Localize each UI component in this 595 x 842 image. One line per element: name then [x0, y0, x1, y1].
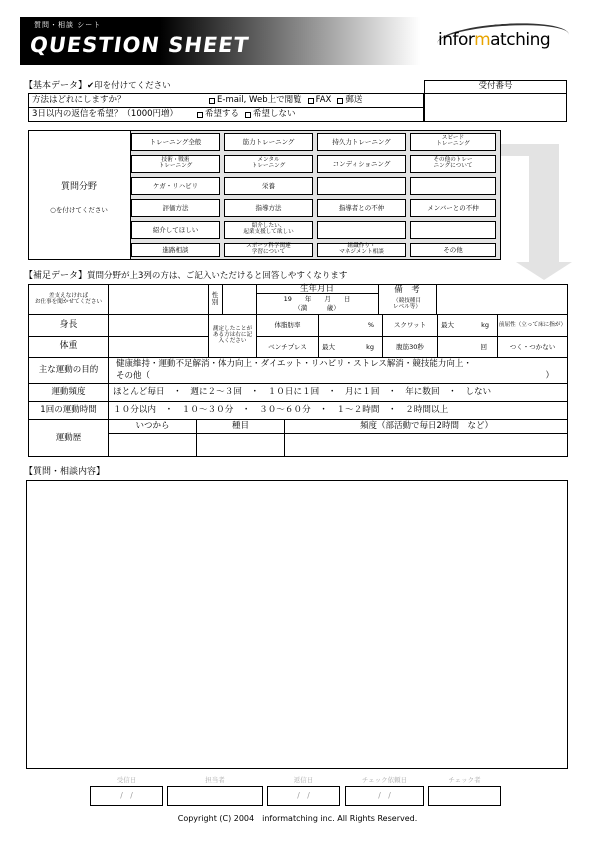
birth-label: 生年月日 [299, 283, 334, 294]
field-option[interactable]: その他 [410, 243, 496, 257]
field-option[interactable]: 技術・戦術 トレーニング [131, 155, 220, 173]
history-label: 運動歴 [55, 433, 82, 444]
reply-question: 3日以内の返信を希望？（1000円増） [32, 109, 179, 120]
history-freq-label: 頻度（部活動で毎日2時間 など） [360, 421, 493, 432]
field-option[interactable] [410, 177, 496, 195]
footer-field[interactable]: / / [345, 786, 424, 806]
footer-field[interactable]: / / [90, 786, 163, 806]
reception-number-field[interactable] [425, 94, 566, 121]
header-title: QUESTION SHEET [28, 33, 251, 57]
field-option[interactable]: トレーニング全般 [131, 133, 220, 151]
supp-section-title: 【補足データ】質問分野が上3列の方は、ご記入いただけると回答しやすくなります [24, 271, 348, 281]
time-options[interactable]: １０分以内 ・ １０～３０分 ・ ３０～６０分 ・ １～２時間 ・ ２時間以上 [113, 404, 449, 415]
purpose-label: 主な運動の目的 [38, 365, 99, 376]
reply-no-checkbox[interactable] [245, 112, 251, 118]
freq-label: 運動頻度 [51, 387, 86, 398]
field-option[interactable]: 進路相談 [131, 243, 220, 257]
method-email-checkbox[interactable] [209, 98, 215, 104]
field-option[interactable]: スポーツ科学関連 学習について [224, 243, 313, 257]
job-field[interactable] [109, 285, 208, 313]
method-fax-checkbox[interactable] [308, 98, 314, 104]
situp-field[interactable]: 回 [480, 342, 487, 351]
field-option[interactable]: その他のトレー ニングについて [410, 155, 496, 173]
field-option[interactable]: 指導方法 [224, 199, 313, 217]
forward-label: 前屈性（立って床に指が） [498, 321, 567, 328]
footer-label: 担当者 [205, 775, 225, 784]
copyright: Copyright (C) 2004 informatching inc. All Rights Reserved. [177, 813, 418, 823]
measure-note: 測定したことがある方は右に記入ください [212, 326, 253, 344]
history-event-label: 種目 [231, 421, 249, 432]
field-option[interactable]: 紹介したい、 起業支援して欲しい [224, 221, 313, 239]
age-field[interactable]: （満 歳） [294, 303, 340, 312]
field-label: 質問分野 [60, 182, 97, 193]
field-option[interactable] [410, 221, 496, 239]
purpose-other-field[interactable]: その他（ ） [116, 370, 554, 381]
reply-yes-checkbox[interactable] [197, 112, 203, 118]
field-note: ○を付けてください [50, 205, 108, 214]
remarks-sublabel: （競技種目 レベル等） [393, 297, 421, 310]
weight-label: 体重 [59, 341, 78, 352]
bodyfat-label: 体脂肪率 [274, 321, 301, 330]
field-option[interactable]: メンタル トレーニング [224, 155, 313, 173]
field-option[interactable] [317, 177, 406, 195]
consult-section-title: 【質問・相談内容】 [24, 467, 106, 477]
field-option[interactable]: 持久力トレーニング [317, 133, 406, 151]
method-post-checkbox[interactable] [337, 98, 343, 104]
reception-label: 受付番号 [478, 81, 513, 92]
remarks-field[interactable] [437, 285, 567, 313]
header-subtitle: 質問・相談 シート [34, 21, 102, 29]
bench-field[interactable]: 最大 kg [322, 342, 374, 351]
weight-field[interactable] [109, 337, 208, 357]
footer-field[interactable] [167, 786, 263, 806]
remarks-label: 備 考 [394, 285, 420, 296]
job-label: 差支えなければ お仕事を聞かせてください [34, 292, 103, 305]
field-option[interactable] [317, 221, 406, 239]
sex-field[interactable] [223, 285, 256, 313]
basic-section-title: 【基本データ】✔印を付けてください [24, 81, 171, 91]
time-label: 1回の運動時間 [40, 405, 97, 416]
bench-label: ベンチプレス [268, 342, 307, 351]
field-option[interactable]: ケガ・リハビリ [131, 177, 220, 195]
history-when-label: いつから [135, 421, 170, 432]
consult-textarea[interactable] [26, 480, 568, 769]
freq-options[interactable]: ほとんど毎日 ・ 週に２～３回 ・ １０日に１回 ・ 月に１回 ・ 年に数回 ・ しない [113, 386, 492, 397]
sex-label: 性 別 [211, 291, 219, 306]
field-option[interactable]: メンバーとの不仲 [410, 199, 496, 217]
birth-field[interactable]: 19 年 月 日 [283, 294, 351, 303]
history-event-field[interactable] [197, 434, 284, 456]
arrow-icon [501, 144, 559, 156]
situp-label: 腹筋30秒 [396, 342, 424, 351]
reply-options: 希望する 希望しない [188, 108, 424, 121]
squat-label: スクワット [393, 321, 427, 330]
field-option[interactable]: コンディショニング [317, 155, 406, 173]
method-options: E-mail, Web上で閲覧 FAX 郵送 [200, 94, 424, 107]
bodyfat-field[interactable]: % [367, 321, 374, 330]
footer-label: 返信日 [293, 775, 314, 784]
footer-field[interactable] [428, 786, 501, 806]
purpose-options[interactable]: 健康維持・運動不足解消・体力向上・ダイエット・リハビリ・ストレス解消・競技能力向上・ [116, 358, 472, 369]
footer-label: チェック者 [448, 775, 481, 784]
history-when-field[interactable] [109, 434, 196, 456]
field-option[interactable]: 指導者との不仲 [317, 199, 406, 217]
forward-options[interactable]: つく・つかない [509, 342, 556, 351]
footer-label: 受信日 [116, 775, 137, 784]
history-freq-field[interactable] [285, 434, 567, 456]
logo: informatching [438, 30, 551, 50]
height-label: 身長 [59, 319, 78, 330]
field-option[interactable]: スピード トレーニング [410, 133, 496, 151]
field-option[interactable]: 紹介してほしい [131, 221, 220, 239]
field-option[interactable]: 栄養 [224, 177, 313, 195]
squat-field[interactable]: 最大 kg [441, 321, 489, 330]
field-option[interactable]: 組織作り・ マネジメント相談 [317, 243, 406, 257]
height-field[interactable] [109, 315, 208, 336]
method-question: 方法はどれにしますか？ [32, 95, 126, 106]
field-option[interactable]: 筋力トレーニング [224, 133, 313, 151]
field-option[interactable]: 評価方法 [131, 199, 220, 217]
footer-label: チェック依頼日 [361, 775, 408, 784]
footer-field[interactable]: / / [267, 786, 340, 806]
